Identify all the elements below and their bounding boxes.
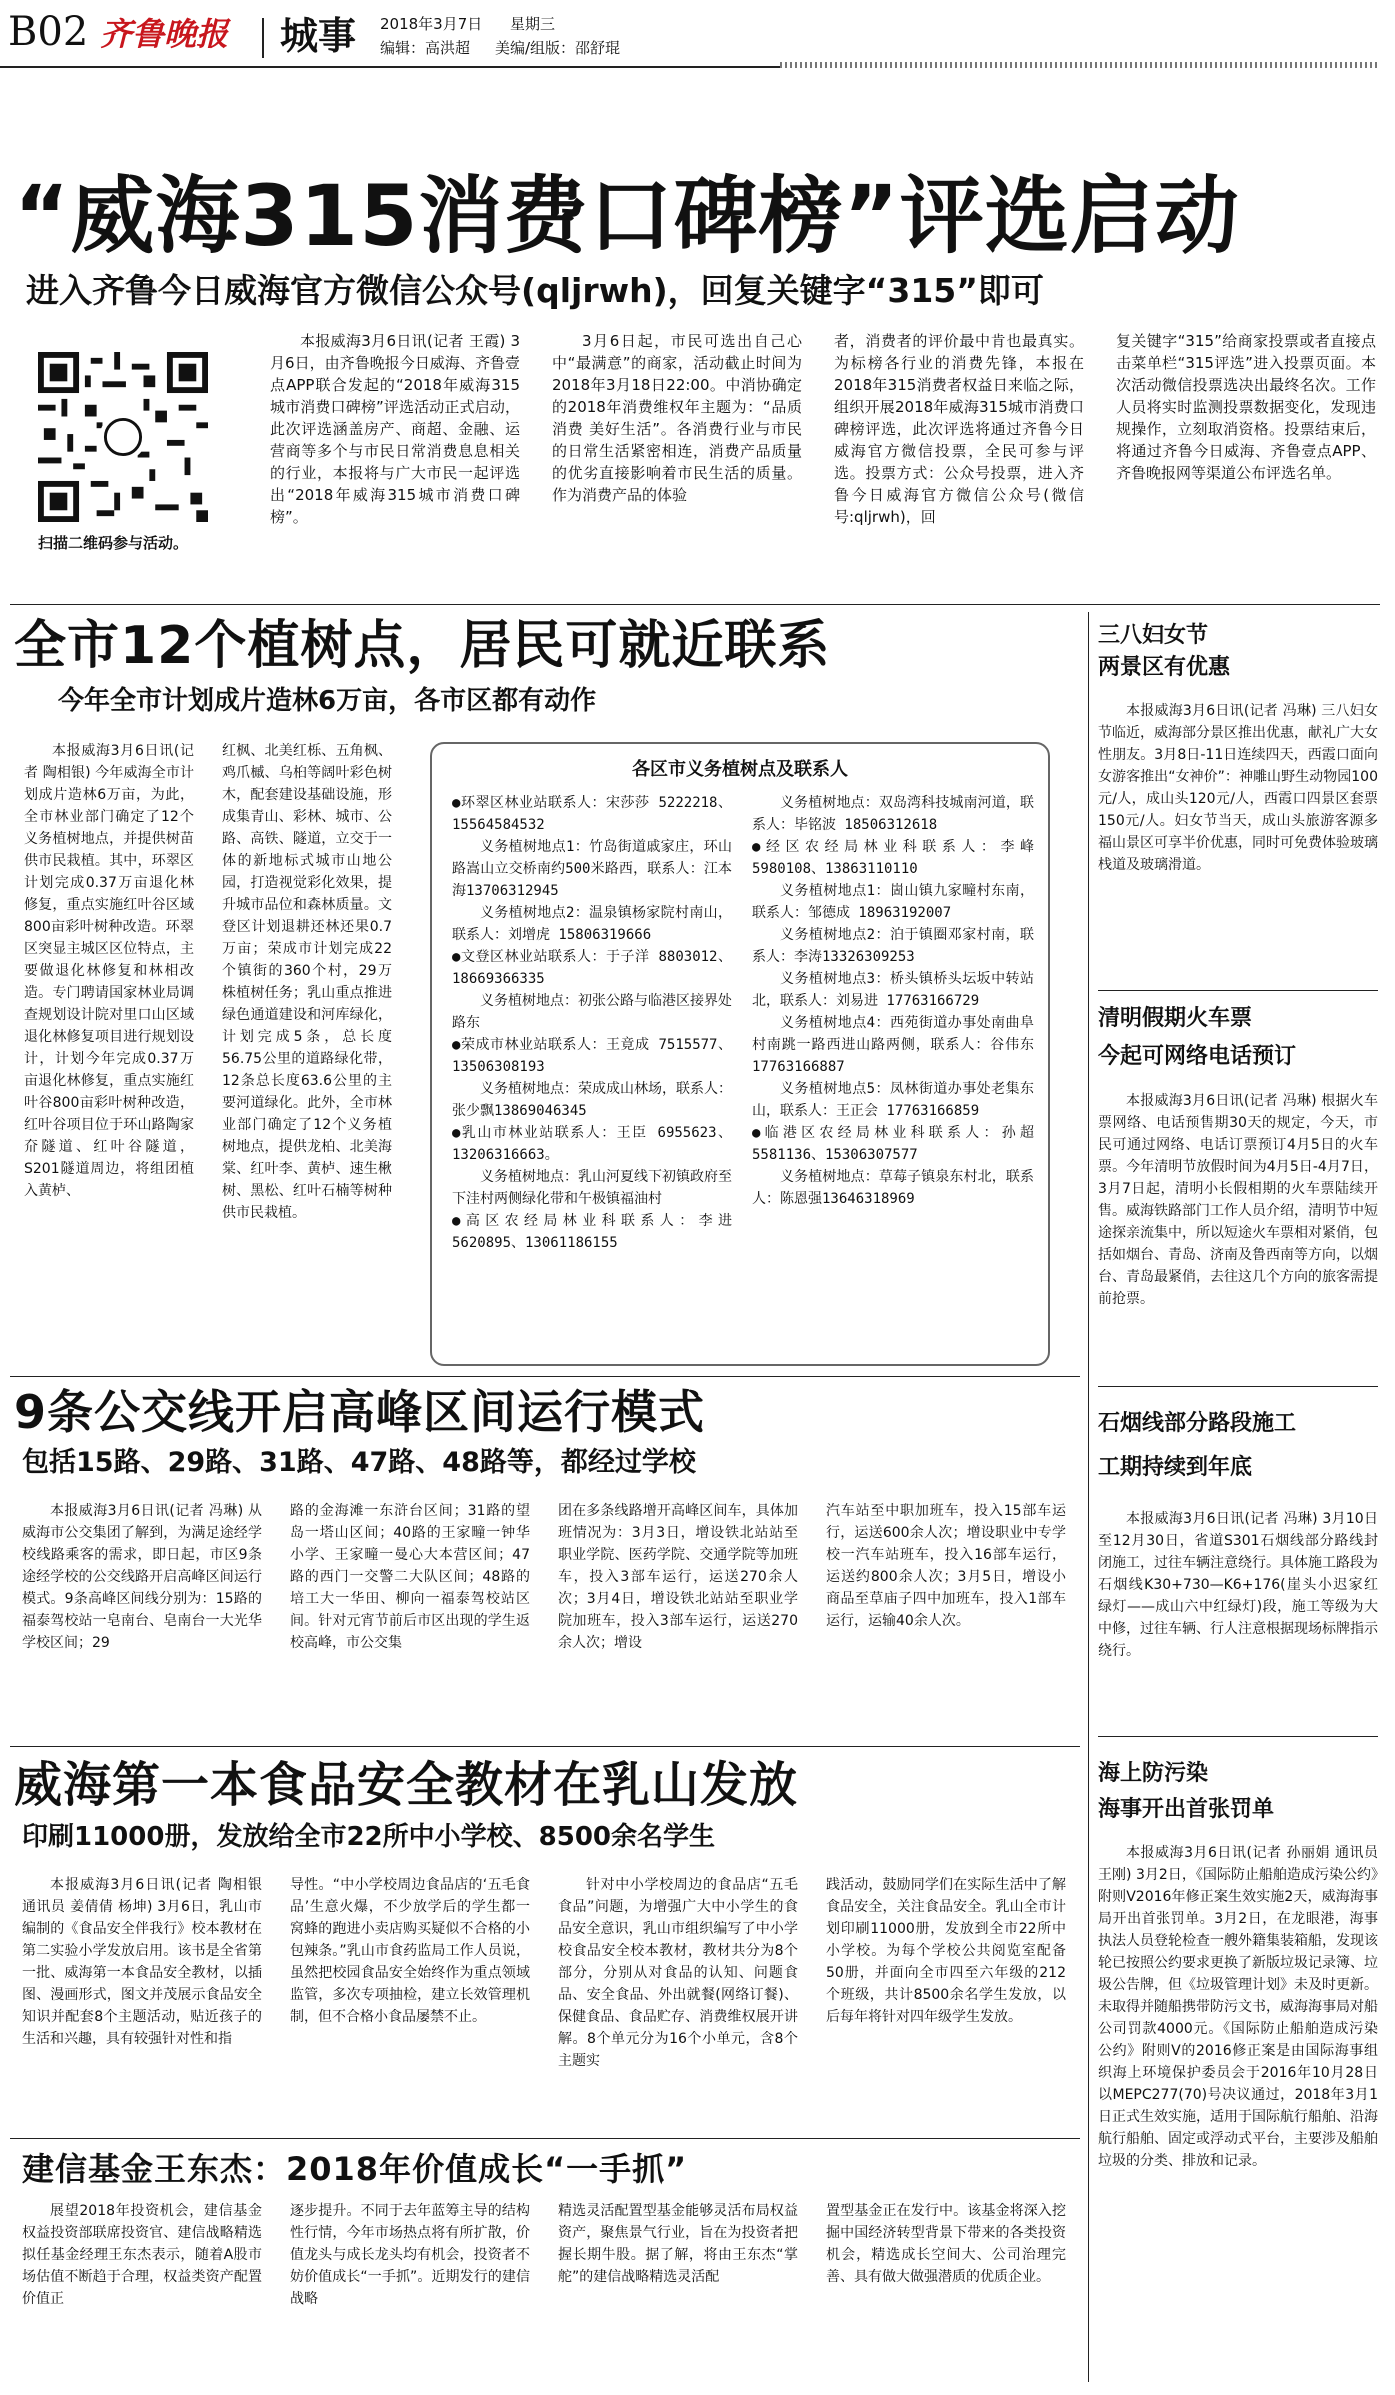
tree-contact-entry: ●高区农经局林业科联系人：李进 5620895、13061186155	[452, 1213, 732, 1251]
sidebar-3-body: 本报威海3月6日讯(记者 冯琳) 3月10日至12月30日，省道S301石烟线部分路线封闭施工，过往车辆注意绕行。具体施工路段为石烟线K30+730—K6+176(崖头小迟家红绿灯——成山六中红绿灯)段，施工等级为大中修，过往车辆、行人注意根据现场标牌指示绕行。	[1098, 1511, 1378, 1659]
lead-bottom-rule	[10, 604, 1380, 605]
paper-logo: 齐鲁晚报	[100, 15, 229, 53]
issue-date: 2018年3月7日	[380, 15, 483, 33]
food-headline: 威海第一本食品安全教材在乳山发放	[14, 1757, 799, 1813]
sidebar-rule-2	[1098, 1386, 1378, 1387]
sidebar-divider	[1088, 612, 1089, 2382]
lead-column-4: 复关键字“315”给商家投票或者直接点击菜单栏“315评选”进入投票页面。本次活动微信投票选决出最终名次。工作人员将实时监测投票数据变化，发现违规操作，立刻取消资格。投票结束后，将通过齐鲁今日威海、齐鲁壹点APP、齐鲁晚报网等渠道公布评选名单。	[1116, 332, 1376, 482]
editor-credit: 编辑：高洪超	[380, 39, 471, 57]
tree-contact-entry: ●临港区农经局林业科联系人：孙超5581136、15306307577	[752, 1125, 1034, 1163]
tree-contact-entry: 义务植树地点：乳山河夏线下初镇政府至下洼村两侧绿化带和午极镇福油村	[452, 1169, 732, 1207]
lead-column-1: 本报威海3月6日讯(记者 王霞) 3月6日，由齐鲁晚报今日威海、齐鲁壹点APP联合发起的“2018年威海315城市消费口碑榜”评选活动正式启动，此次评选涵盖房产、商超、金融、运营商等多个与市民日常消费息息相关的行业，本报将与广大市民一起评选出“2018年威海315城市消费口碑榜”。	[270, 332, 520, 526]
lead-headline: “威海315消费口碑榜”评选启动	[14, 167, 1240, 265]
sidebar-1-body: 本报威海3月6日讯(记者 冯琳) 三八妇女节临近，威海部分景区推出优惠，献礼广大女性朋友。3月8日-11日连续四天，西霞口面向女游客推出“女神价”：神雕山野生动物园100元/人，成山头120元/人，西霞口四景区套票150元/人。妇女节当天，成山头旅游客源多福山景区可享半价优惠，同时可免费体验玻璃栈道及玻璃滑道。	[1098, 703, 1378, 873]
sidebar-4-body: 本报威海3月6日讯(记者 孙丽娟 通讯员 王刚) 3月2日，《国际防止船舶造成污染公约》附则V2016年修正案生效实施2天，威海海事局开出首张罚单。3月2日，在龙眼港，海事执法人员登轮检查一艘外籍集装箱船，发现该轮已按照公约要求更换了新版垃圾记录簿、垃圾公告牌，但《垃圾管理计划》未及时更新。未取得并随船携带防污文书，威海海事局对船公司罚款4000元。《国际防止船舶造成污染公约》附则V的2016修正案是由国际海事组织海上环境保护委员会于2016年10月28日以MEPC277(70)号决议通过，2018年3月1日正式生效实施，适用于国际航行船舶、沿海航行船舶、固定或浮动式平台，主要涉及船舶垃圾的分类、排放和记录。	[1098, 1845, 1378, 2169]
food-column-3: 针对中小学校周边的食品店“五毛食品”问题，为增强广大中小学生的食品安全意识，乳山市组织编写了中小学校食品安全校本教材，教材共分为8个部分，分别从对食品的认知、问题食品、安全食品、外出就餐(网络订餐)、保健食品、食品贮存、消费维权展开讲解。8个单元分为16个小单元，含8个主题实	[558, 1877, 798, 2069]
designer-credit: 美编/组版：邵舒琨	[495, 39, 621, 57]
bus-column-4: 汽车站至中职加班车，投入15部车运行，运送600余人次；增设职业中专学校一汽车站班车，投入16部车运行，运送约800余人次；3月5日，增设小商品至草庙子四中加班车，投入1部车运行，运输40余人次。	[826, 1503, 1066, 1629]
tree-subhead: 今年全市计划成片造林6万亩，各市区都有动作	[58, 686, 597, 716]
food-column-2: 导性。“中小学校周边食品店的‘五毛食品’生意火爆，不少放学后的学生都一窝蜂的跑进小卖店购买疑似不合格的小包辣条。”乳山市食药监局工作人员说，虽然把校园食品安全始终作为重点领域监管，多次专项抽检，建立长效管理机制，但不合格小食品屡禁不止。	[290, 1877, 530, 2025]
food-column-1: 本报威海3月6日讯(记者 陶相银 通讯员 姜倩倩 杨坤) 3月6日，乳山市编制的《食品安全伴我行》校本教材在第二实验小学发放启用。该书是全省第一批、威海第一本食品安全教材，以插图、漫画形式，图文并茂展示食品安全知识并配套8个主题活动，贴近孩子的生活和兴趣，具有较强针对性和指	[22, 1877, 262, 2047]
bus-subhead: 包括15路、29路、31路、47路、48路等，都经过学校	[22, 1447, 696, 1478]
tree-contact-entry: 义务植树地点：双岛湾科技城南河道，联系人：毕铭波 18506312618	[752, 795, 1034, 833]
tree-contact-entry: 义务植树地点1：竹岛街道戚家庄，环山路嵩山立交桥南约500米路西，联系人：江本海13706312945	[452, 839, 732, 899]
tree-column-1: 本报威海3月6日讯(记者 陶相银) 今年威海全市计划成片造林6万亩，为此，全市林业部门确定了12个义务植树地点，并提供树苗供市民栽植。其中，环翠区计划完成0.37万亩退化林修复，重点实施红叶谷区域800亩彩叶树种改造。环翠区突显主城区区位特点，主要做退化林修复和林相改造。专门聘请国家林业局调查规划设计院对里口山区域退化林修复项目进行规划设计，计划今年完成0.37万亩退化林修复，重点实施红叶谷800亩彩叶树种改造，红叶谷项目位于环山路陶家夼隧道、红叶谷隧道，S201隧道周边，将组团植入黄栌、	[24, 743, 194, 1199]
qr-code	[38, 352, 208, 522]
tree-contact-entry: ●荣成市林业站联系人：王竟成 7515577、13506308193	[452, 1037, 732, 1075]
issue-weekday: 星期三	[510, 15, 556, 33]
bus-headline: 9条公交线开启高峰区间运行模式	[14, 1385, 706, 1439]
bus-bottom-rule	[10, 1746, 1080, 1747]
fund-column-3: 精选灵活配置型基金能够灵活布局权益资产，聚焦景气行业，旨在为投资者把握长期牛股。据了解，将由王东杰“掌舵”的建信战略精选灵活配	[558, 2203, 798, 2285]
bus-column-3: 团在多条线路增开高峰区间车，具体加班情况为：3月3日，增设铁北站站至职业学院、医药学院、交通学院等加班车，投入3部车运行，运送270余人次；3月4日，增设铁北站站至职业学院加班车，投入3部车运行，运送270余人次；增设	[558, 1503, 798, 1651]
sidebar-3-headline: 石烟线部分路段施工 工期持续到年底	[1098, 1411, 1297, 1480]
tree-contact-entry: 义务植树地点4：西苑街道办事处南曲阜村南跳一路西进山路两侧，联系人：谷伟东17763166887	[752, 1015, 1034, 1075]
food-bottom-rule	[10, 2138, 1080, 2139]
tree-column-2: 红枫、北美红栎、五角枫、鸡爪槭、乌桕等阔叶彩色树木，配套建设基础设施，形成集青山、彩林、城市、公路、高铁、隧道，立交于一体的新地标式城市山地公园，打造视觉彩化效果，提升城市品位和森林质量。文登区计划退耕还林还果0.7万亩；荣成市计划完成22个镇街的360个村，29万株植树任务；乳山重点推进绿色通道建设和河库绿化，计划完成5条，总长度56.75公里的道路绿化带，12条总长度63.6公里的主要河道绿化。此外，全市林业部门确定了12个义务植树地点，提供龙柏、北美海棠、红叶李、黄栌、速生楸树、黑松、红叶石楠等树种供市民栽植。	[222, 743, 392, 1221]
food-subhead: 印刷11000册，发放给全市22所中小学校、8500余名学生	[22, 1822, 715, 1852]
fund-headline: 建信基金王东杰：2018年价值成长“一手抓”	[22, 2150, 688, 2188]
tree-contacts-right	[752, 792, 1034, 1357]
tree-contact-entry: ●经区农经局林业科联系人：李峰 5980108、13863110110	[752, 839, 1034, 877]
lead-column-3: 者，消费者的评价最中肯也最真实。为标榜各行业的消费先锋，本报在2018年315消费者权益日来临之际，组织开展2018年威海315城市消费口碑榜评选，此次评选将通过齐鲁今日威海官方微信投票，全民可参与评选。投票方式：公众号投票，进入齐鲁今日威海官方微信公众号(微信号:qljrwh)，回	[834, 332, 1084, 526]
sidebar-rule-3	[1098, 1736, 1378, 1737]
tree-contact-entry: ●乳山市林业站联系人：王臣 6955623、13206316663。	[452, 1125, 732, 1163]
sidebar-2-headline: 清明假期火车票 今起可网络电话预订	[1098, 1006, 1297, 1069]
bus-column-1: 本报威海3月6日讯(记者 冯琳) 从威海市公交集团了解到，为满足途经学校线路乘客的需求，即日起，市区9条途经学校的公交线路开启高峰区间运行模式。9条高峰区间线分别为：15路的福泰驾校站一皂南台、皂南台一大光华学校区间；29	[22, 1503, 262, 1651]
tree-contact-entry: 义务植树地点1：崮山镇九家疃村东南，联系人：邹德成 18963192007	[752, 883, 1034, 921]
tree-contact-entry: ●环翠区林业站联系人：宋莎莎 5222218、15564584532	[452, 795, 732, 833]
tree-contacts-title: 各区市义务植树点及联系人	[632, 759, 848, 780]
page-number: B02	[8, 9, 89, 55]
tree-contacts-left	[452, 792, 732, 1357]
tree-headline: 全市12个植树点，居民可就近联系	[14, 616, 831, 676]
tree-contact-entry: 义务植树地点3：桥头镇桥头坛坂中转站北，联系人：刘易进 17763166729	[752, 971, 1034, 1009]
tree-bottom-rule	[10, 1376, 1080, 1377]
bus-column-2: 路的金海滩一东浒台区间；31路的望岛一塔山区间；40路的王家疃一钟华小学、王家疃一曼心大本营区间；47路的西门一交警二大队区间；48路的培工大一华田、柳向一福泰驾校站区间。针对元宵节前后市区出现的学生返校高峰，市公交集	[290, 1503, 530, 1651]
tree-contact-entry: 义务植树地点：草莓子镇泉东村北，联系人：陈恩强13646318969	[752, 1169, 1034, 1207]
fund-column-1: 展望2018年投资机会，建信基金权益投资部联席投资官、建信战略精选拟任基金经理王东杰表示，随着A股市场估值不断趋于合理，权益类资产配置价值正	[22, 2203, 262, 2307]
tree-contact-entry: 义务植树地点2：温泉镇杨家院村南山，联系人：刘增虎 15806319666	[452, 905, 732, 943]
fund-column-2: 逐步提升。不同于去年蓝筹主导的结构性行情，今年市场热点将有所扩散，价值龙头与成长龙头均有机会，投资者不妨价值成长“一手抓”。近期发行的建信战略	[290, 2203, 530, 2307]
tree-contact-entry: 义务植树地点2：泊于镇圈邓家村南，联系人：李涛13326309253	[752, 927, 1034, 965]
tree-contact-entry: ●文登区林业站联系人：于子洋 8803012、18669366335	[452, 949, 732, 987]
fund-column-4: 置型基金正在发行中。该基金将深入挖掘中国经济转型背景下带来的各类投资机会，精选成长空间大、公司治理完善、具有做大做强潜质的优质企业。	[826, 2203, 1066, 2285]
sidebar-1-headline: 三八妇女节 两景区有优惠	[1098, 623, 1231, 680]
section-name: 城事	[280, 14, 357, 58]
tree-contact-entry: 义务植树地点：初张公路与临港区接界处路东	[452, 993, 732, 1031]
masthead-divider	[262, 18, 264, 58]
food-column-4: 践活动，鼓励同学们在实际生活中了解食品安全，关注食品安全。乳山全市计划印刷11000册，发放到全市22所中小学校。为每个学校公共阅览室配备50册，并面向全市四至六年级的212个班级，共计8500余名学生发放，以后每年将针对四年级学生发放。	[826, 1877, 1066, 2025]
tree-contact-entry: 义务植树地点：荣成成山林场，联系人：张少飘13869046345	[452, 1081, 732, 1119]
tree-contact-entry: 义务植树地点5：凤林街道办事处老集东山，联系人：王正会 17763166859	[752, 1081, 1034, 1119]
sidebar-rule-1	[1098, 990, 1378, 991]
masthead-hatch	[780, 62, 1380, 68]
lead-column-2: 3月6日起，市民可选出自己心中“最满意”的商家，活动截止时间为2018年3月18日22:00。中消协确定的2018年消费维权年主题为：“品质消费 美好生活”。各消费行业与市民的日常生活紧密相连，消费产品质量的优劣直接影响着市民生活的质量。作为消费产品的体验	[552, 332, 802, 504]
lead-subhead: 进入齐鲁今日威海官方微信公众号(qljrwh)，回复关键字“315”即可	[26, 271, 1044, 310]
sidebar-4-headline: 海上防污染 海事开出首张罚单	[1098, 1761, 1275, 1822]
sidebar-2-body: 本报威海3月6日讯(记者 冯琳) 根据火车票网络、电话预售期30天的规定，今天，市民可通过网络、电话订票预订4月5日的火车票。今年清明节放假时间为4月5日-4月7日，3月7日起，清明小长假相期的火车票陆续开售。威海铁路部门工作人员介绍，清明节中短途探亲流集中，所以短途火车票相对紧俏，包括如烟台、青岛、济南及鲁西南等方向，以烟台、青岛最紧俏，去往这几个方向的旅客需提前抢票。	[1098, 1093, 1378, 1307]
qr-caption: 扫描二维码参与活动。	[38, 534, 189, 552]
